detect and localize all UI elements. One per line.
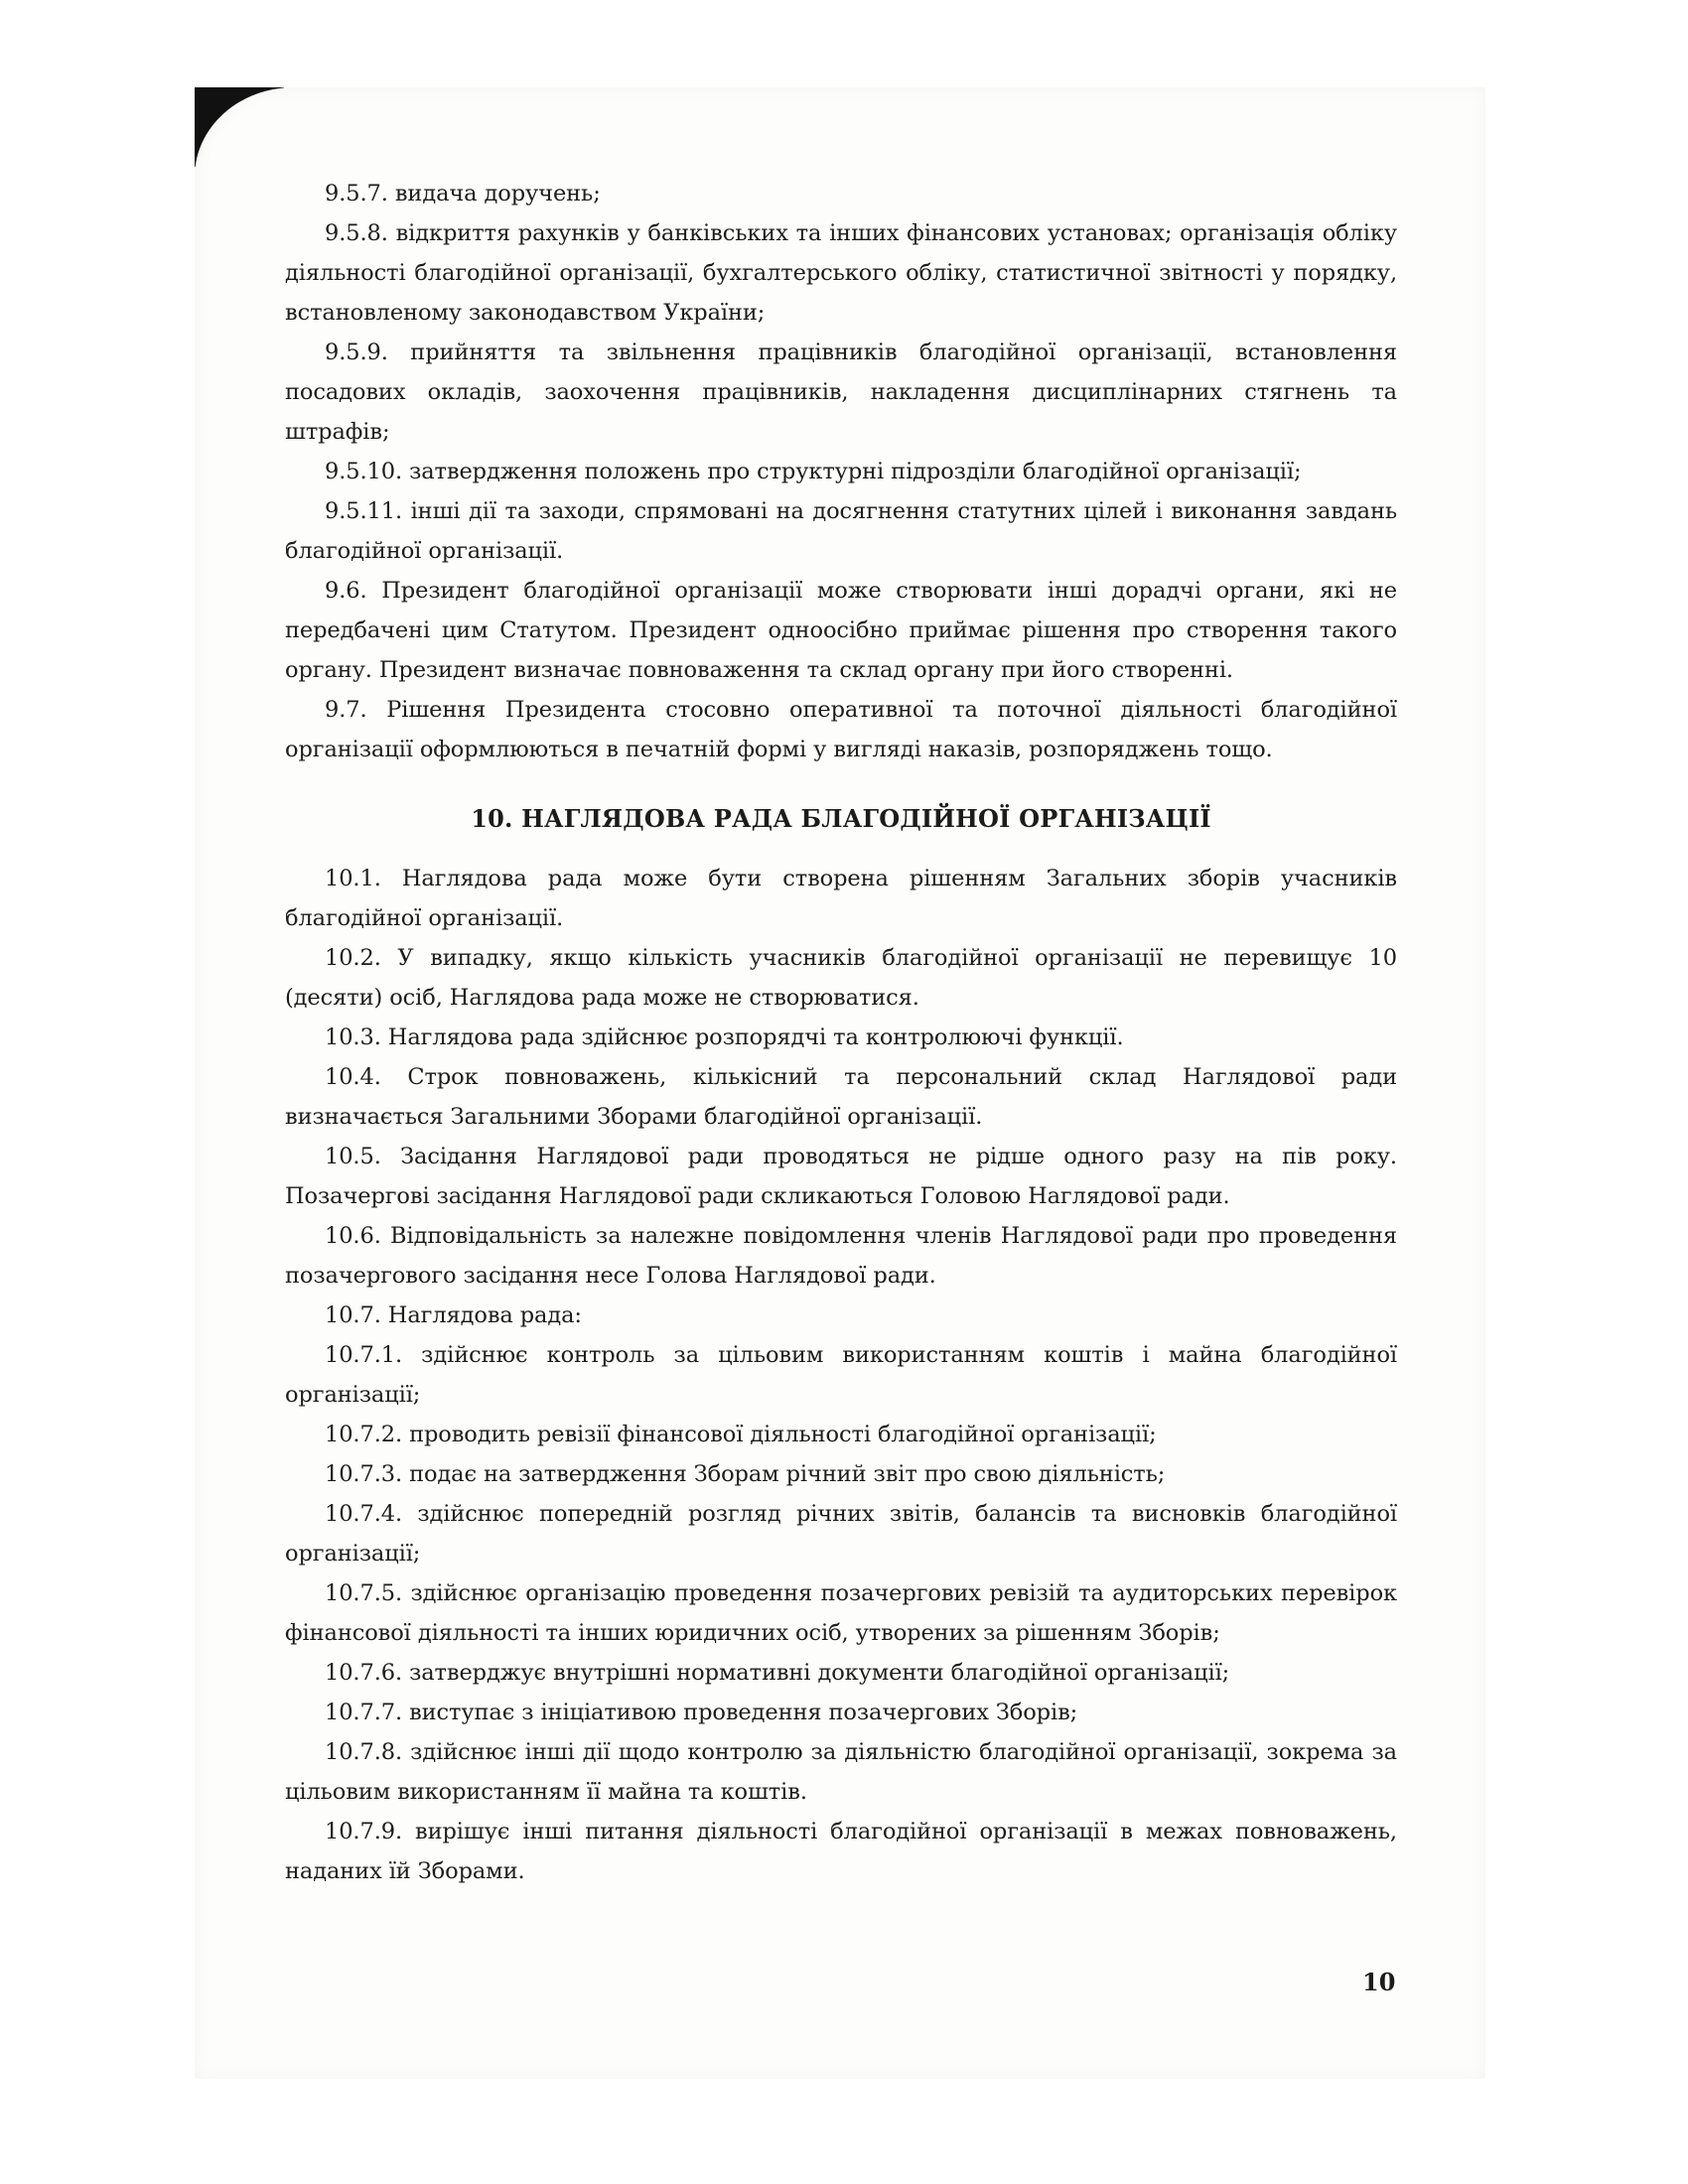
clause-10-7-3: 10.7.3. подає на затвердження Зборам річний звіт про свою діяльність; [325, 1461, 1166, 1487]
clause-9-5-11: 9.5.11. інші дії та заходи, спрямовані на досягнення статутних цілей і виконання завдань благодійної організації. [285, 498, 1397, 564]
clause-9-5-8: 9.5.8. відкриття рахунків у банківських та інших фінансових установах; організація обліку діяльності благодійної організації, бухгалтерського обліку, статистичної звітності у порядку, встановленому законодавством України; [285, 220, 1397, 326]
clause-9-5-9: 9.5.9. прийняття та звільнення працівників благодійної організації, встановлення посадових окладів, заохочення працівників, накладення дисциплінарних стягнень та штрафів; [285, 340, 1397, 445]
clause-10-7-9: 10.7.9. вирішує інші питання діяльності благодійної організації в межах повноважень, наданих їй Зборами. [285, 1819, 1397, 1884]
clause-10-2: 10.2. У випадку, якщо кількість учасників благодійної організації не перевищує 10 (десяти) осіб, Наглядова рада може не створюватися. [285, 945, 1397, 1011]
clause-10-7-8: 10.7.8. здійснює інші дії щодо контролю за діяльністю благодійної організації, зокрема за цільовим використанням її майна та коштів. [285, 1739, 1397, 1805]
clause-10-3: 10.3. Наглядова рада здійснює розпорядчі та контролюючі функції. [325, 1024, 1124, 1050]
clause-9-5-7: 9.5.7. видача доручень; [325, 181, 601, 206]
clause-10-7-4: 10.7.4. здійснює попередній розгляд річних звітів, балансів та висновків благодійної організації; [285, 1501, 1397, 1567]
clause-9-6: 9.6. Президент благодійної організації може створювати інші дорадчі органи, які не передбачені цим Статутом. Президент одноосібно приймає рішення про створення такого органу. Президент визначає повноваження та склад органу при його створенні. [285, 578, 1397, 683]
clause-10-6: 10.6. Відповідальність за належне повідомлення членів Наглядової ради про проведення позачергового засідання несе Голова Наглядової ради. [285, 1223, 1397, 1289]
clause-10-7-5: 10.7.5. здійснює організацію проведення позачергових ревізій та аудиторських перевірок фінансової діяльності та інших юридичних осіб, утворених за рішенням Зборів; [285, 1580, 1397, 1646]
clause-10-1: 10.1. Наглядова рада може бути створена рішенням Загальних зборів учасників благодійної організації. [285, 866, 1397, 931]
section-heading: 10. НАГЛЯДОВА РАДА БЛАГОДІЙНОЇ ОРГАНІЗАЦІЇ [471, 804, 1211, 833]
clause-10-7-7: 10.7.7. виступає з ініціативою проведення позачергових Зборів; [325, 1700, 1078, 1725]
clause-10-7-1: 10.7.1. здійснює контроль за цільовим використанням коштів і майна благодійної організації; [285, 1342, 1397, 1408]
clause-10-5: 10.5. Засідання Наглядової ради проводяться не рідше одного разу на пів року. Позачергові засідання Наглядової ради скликаються Головою Наглядової ради. [285, 1144, 1397, 1209]
clause-10-4: 10.4. Строк повноважень, кількісний та персональний склад Наглядової ради визначається Загальними Зборами благодійної організації. [285, 1064, 1397, 1130]
clause-9-5-10: 9.5.10. затвердження положень про структурні підрозділи благодійної організації; [325, 459, 1302, 484]
page-number: 10 [1362, 1968, 1396, 1996]
clause-10-7: 10.7. Наглядова рада: [325, 1302, 582, 1328]
clause-9-7: 9.7. Рішення Президента стосовно оперативної та поточної діяльності благодійної організації оформлюються в печатній формі у вигляді наказів, розпоряджень тощо. [285, 697, 1397, 762]
clause-10-7-2: 10.7.2. проводить ревізії фінансової діяльності благодійної організації; [325, 1422, 1157, 1447]
page-body [285, 174, 1397, 1891]
clause-10-7-6: 10.7.6. затверджує внутрішні нормативні документи благодійної організації; [325, 1660, 1230, 1686]
